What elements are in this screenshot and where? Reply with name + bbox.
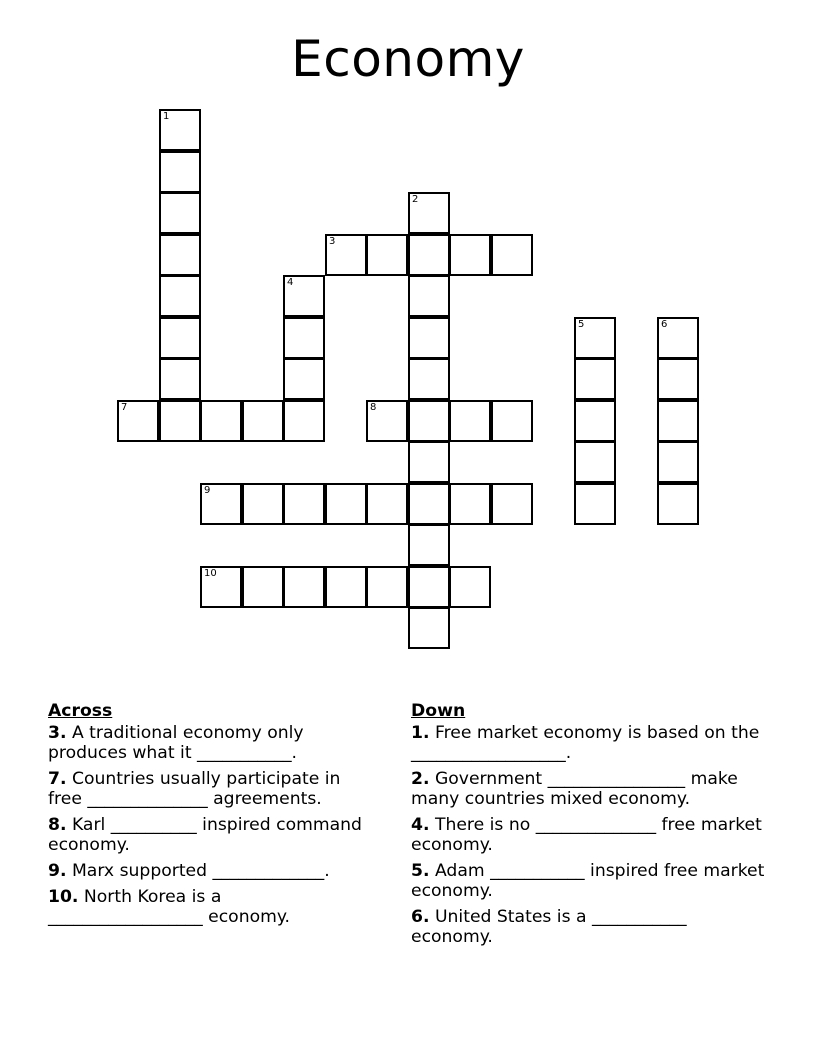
clue-number: 3. <box>48 723 67 743</box>
clue-number: 4. <box>411 815 430 835</box>
across-clues <box>48 701 378 933</box>
puzzle-title: Economy <box>291 30 525 88</box>
grid-cell[interactable] <box>408 400 450 442</box>
clue-number: 2 <box>412 194 419 205</box>
grid-cell[interactable] <box>408 358 450 400</box>
clue-text: Karl __________ inspired command economy. <box>48 815 362 855</box>
clue-number: 8. <box>48 815 67 835</box>
across-clue <box>48 723 378 763</box>
grid-cell[interactable] <box>159 234 201 276</box>
grid-cell[interactable] <box>408 566 450 608</box>
grid-cell[interactable] <box>449 400 491 442</box>
down-clue <box>411 769 771 809</box>
grid-cell[interactable] <box>200 566 242 608</box>
grid-cell[interactable] <box>449 566 491 608</box>
grid-cell[interactable] <box>408 607 450 649</box>
grid-cell[interactable] <box>408 234 450 276</box>
down-heading: Down <box>411 701 466 721</box>
clue-text: Adam ___________ inspired free market economy. <box>411 861 765 901</box>
grid-cell[interactable] <box>159 317 201 359</box>
grid-cell[interactable] <box>325 566 367 608</box>
grid-cell[interactable] <box>574 400 616 442</box>
clue-number: 9 <box>204 485 211 496</box>
down-clue <box>411 723 771 763</box>
grid-cell[interactable] <box>574 317 616 359</box>
clue-text: There is no ______________ free market economy. <box>411 815 762 855</box>
grid-cell[interactable] <box>366 400 408 442</box>
grid-cell[interactable] <box>408 275 450 317</box>
clue-number: 1 <box>163 111 170 122</box>
across-clue <box>48 887 378 927</box>
grid-cell[interactable] <box>159 275 201 317</box>
clue-number: 6 <box>661 319 668 330</box>
grid-cell[interactable] <box>408 483 450 525</box>
grid-cell[interactable] <box>408 317 450 359</box>
grid-cell[interactable] <box>574 483 616 525</box>
down-clues <box>411 701 771 953</box>
grid-cell[interactable] <box>159 109 201 151</box>
grid-cell[interactable] <box>159 400 201 442</box>
across-clue <box>48 815 378 855</box>
grid-cell[interactable] <box>200 400 242 442</box>
down-clue <box>411 907 771 947</box>
grid-cell[interactable] <box>242 566 284 608</box>
grid-cell[interactable] <box>491 234 533 276</box>
grid-cell[interactable] <box>657 400 699 442</box>
grid-cell[interactable] <box>574 441 616 483</box>
grid-cell[interactable] <box>200 483 242 525</box>
clue-number: 7 <box>121 402 128 413</box>
clue-number: 5. <box>411 861 430 881</box>
across-clue <box>48 769 378 809</box>
grid-cell[interactable] <box>283 358 325 400</box>
grid-cell[interactable] <box>491 483 533 525</box>
clue-number: 6. <box>411 907 430 927</box>
grid-cell[interactable] <box>283 275 325 317</box>
grid-cell[interactable] <box>657 358 699 400</box>
clue-number: 9. <box>48 861 67 881</box>
clue-number: 7. <box>48 769 67 789</box>
clue-text: United States is a ___________ economy. <box>411 907 687 947</box>
clue-number: 1. <box>411 723 430 743</box>
grid-cell[interactable] <box>242 483 284 525</box>
grid-cell[interactable] <box>657 317 699 359</box>
grid-cell[interactable] <box>159 151 201 193</box>
grid-cell[interactable] <box>325 483 367 525</box>
grid-cell[interactable] <box>574 358 616 400</box>
grid-cell[interactable] <box>283 483 325 525</box>
clue-number: 10 <box>204 568 217 579</box>
clue-text: Free market economy is based on the __________________. <box>411 723 760 763</box>
clue-number: 3 <box>329 236 336 247</box>
grid-cell[interactable] <box>283 400 325 442</box>
grid-cell[interactable] <box>159 192 201 234</box>
clue-number: 5 <box>578 319 585 330</box>
grid-cell[interactable] <box>657 483 699 525</box>
grid-cell[interactable] <box>325 234 367 276</box>
clue-text: Government ________________ make many countries mixed economy. <box>411 769 738 809</box>
grid-cell[interactable] <box>366 234 408 276</box>
grid-cell[interactable] <box>449 234 491 276</box>
grid-cell[interactable] <box>408 192 450 234</box>
clue-number: 8 <box>370 402 377 413</box>
grid-cell[interactable] <box>242 400 284 442</box>
down-clue <box>411 815 771 855</box>
grid-cell[interactable] <box>408 441 450 483</box>
grid-cell[interactable] <box>449 483 491 525</box>
clue-number: 2. <box>411 769 430 789</box>
clue-number: 4 <box>287 277 294 288</box>
clue-text: Marx supported _____________. <box>66 861 330 881</box>
grid-cell[interactable] <box>408 524 450 566</box>
clue-text: North Korea is a __________________ economy. <box>48 887 291 927</box>
down-clue <box>411 861 771 901</box>
grid-cell[interactable] <box>491 400 533 442</box>
grid-cell[interactable] <box>117 400 159 442</box>
clue-text: Countries usually participate in free ______________ agreements. <box>48 769 341 809</box>
grid-cell[interactable] <box>366 483 408 525</box>
clue-text: A traditional economy only produces what it ___________. <box>48 723 304 763</box>
grid-cell[interactable] <box>366 566 408 608</box>
clue-number: 10. <box>48 887 79 907</box>
grid-cell[interactable] <box>283 566 325 608</box>
grid-cell[interactable] <box>159 358 201 400</box>
grid-cell[interactable] <box>657 441 699 483</box>
across-clue <box>48 861 378 881</box>
across-heading: Across <box>48 701 113 721</box>
grid-cell[interactable] <box>283 317 325 359</box>
